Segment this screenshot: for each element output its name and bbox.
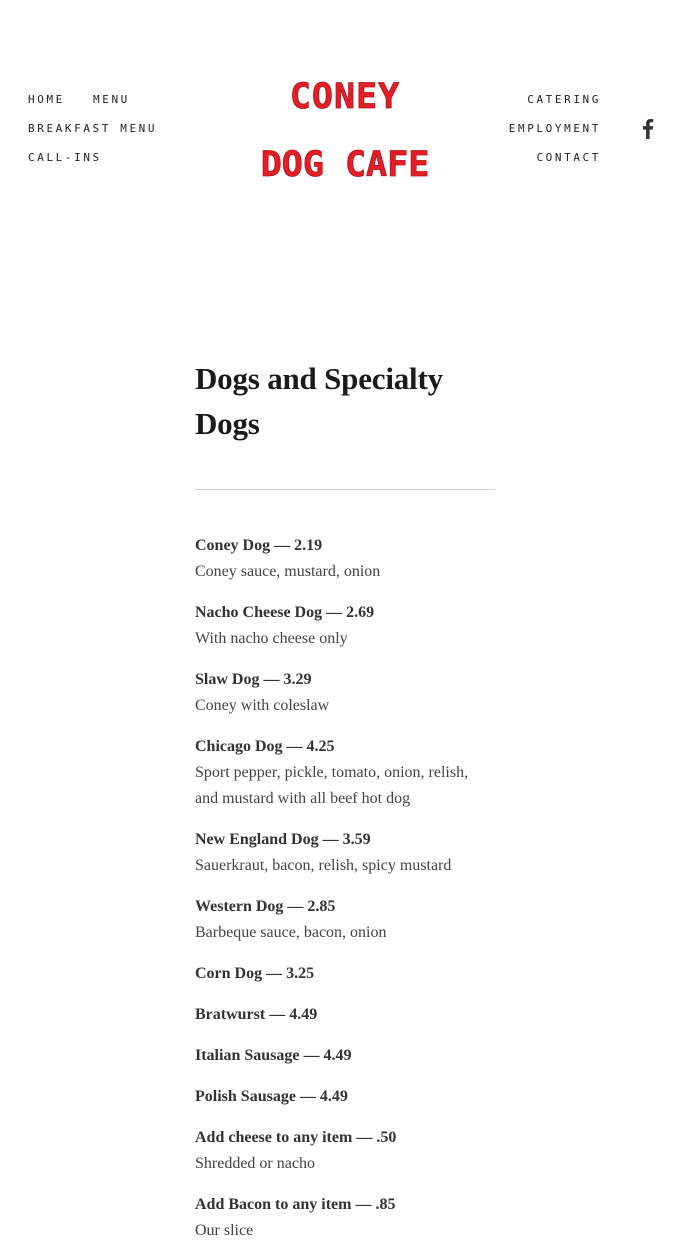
nav-link-menu[interactable]: MENU <box>93 93 130 106</box>
facebook-icon[interactable] <box>638 117 656 139</box>
menu-item-title: Nacho Cheese Dog — 2.69 <box>195 604 375 621</box>
menu-item <box>195 533 495 585</box>
menu-item <box>195 1084 495 1110</box>
menu-item-title: Slaw Dog — 3.29 <box>195 671 312 688</box>
menu-item-description: Sauerkraut, bacon, relish, spicy mustard <box>195 857 452 874</box>
menu-item <box>195 734 495 812</box>
menu-item <box>195 1125 495 1177</box>
nav-link-employment[interactable]: EMPLOYMENT <box>508 122 601 135</box>
menu-list <box>195 533 495 1244</box>
logo-line-2: DOG CAFE <box>260 145 430 185</box>
menu-item <box>195 827 495 879</box>
menu-item <box>195 1002 495 1028</box>
section-title: Dogs and Specialty Dogs <box>195 361 443 441</box>
menu-item <box>195 961 495 987</box>
menu-item <box>195 667 495 719</box>
menu-item <box>195 1192 495 1244</box>
menu-item-description: Sport pepper, pickle, tomato, onion, relish, and mustard with all beef hot dog <box>195 764 469 807</box>
menu-item-title: Add cheese to any item — .50 <box>195 1129 397 1146</box>
section-divider <box>195 489 495 490</box>
menu-item-title: Bratwurst — 4.49 <box>195 1006 318 1023</box>
menu-item-title: Coney Dog — 2.19 <box>195 537 323 554</box>
nav-link-call-ins[interactable]: CALL-INS <box>28 151 102 164</box>
menu-item-title: Polish Sausage — 4.49 <box>195 1088 348 1105</box>
menu-item-title: Corn Dog — 3.25 <box>195 965 315 982</box>
menu-item-description: Coney with coleslaw <box>195 697 330 714</box>
menu-item-description: Coney sauce, mustard, onion <box>195 563 381 580</box>
menu-item-description: With nacho cheese only <box>195 630 348 647</box>
menu-item-title: Add Bacon to any item — .85 <box>195 1196 396 1213</box>
menu-item-description: Shredded or nacho <box>195 1155 315 1172</box>
nav-link-contact[interactable]: CONTACT <box>536 151 601 164</box>
menu-section <box>195 356 495 1259</box>
menu-item <box>195 1043 495 1069</box>
menu-item-title: Italian Sausage — 4.49 <box>195 1047 352 1064</box>
nav-link-home[interactable]: HOME <box>28 93 65 106</box>
nav-link-breakfast-menu[interactable]: BREAKFAST MENU <box>28 122 158 135</box>
menu-item <box>195 894 495 946</box>
menu-item-description: Barbeque sauce, bacon, onion <box>195 924 387 941</box>
logo-line-1: CONEY <box>289 77 401 117</box>
nav-link-catering[interactable]: CATERING <box>527 93 601 106</box>
site-logo[interactable] <box>245 68 445 196</box>
menu-item-title: Chicago Dog — 4.25 <box>195 738 335 755</box>
menu-item-description: Our slice <box>195 1222 254 1239</box>
menu-item-title: New England Dog — 3.59 <box>195 831 371 848</box>
menu-item <box>195 600 495 652</box>
menu-item-title: Western Dog — 2.85 <box>195 898 336 915</box>
